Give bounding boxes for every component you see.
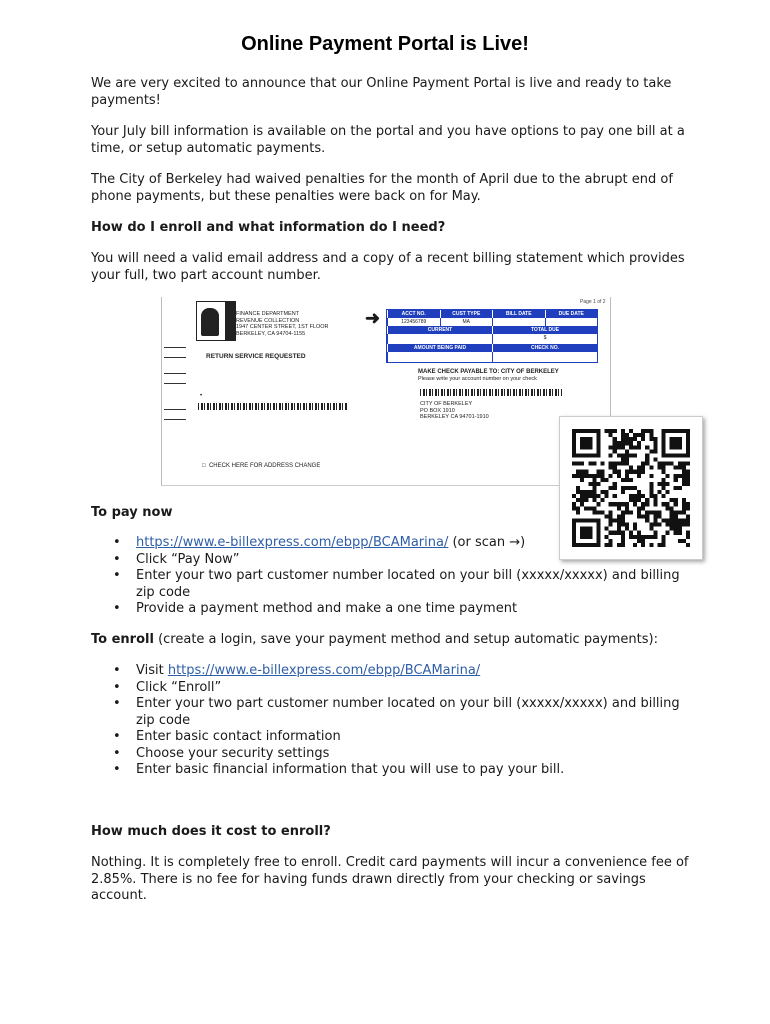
enroll-question-heading: How do I enroll and what information do I need? <box>91 220 446 235</box>
cost-answer: Nothing. It is completely free to enroll. Credit card payments will incur a convenience fee of 2.85%. There is no fee for having funds drawn directly from your checking or savings account. <box>91 855 689 903</box>
intro-paragraph-2: Your July bill information is available on the portal and you have options to pay one bill at a time, or setup automatic payments. <box>91 124 685 156</box>
pay-now-link[interactable]: https://www.e-billexpress.com/ebpp/BCAMarina/ <box>136 535 449 550</box>
bill-remit-address: CITY OF BERKELEY PO BOX 1910 BERKELEY CA 94701-1910 <box>420 401 489 420</box>
bill-page-number: Page 1 of 2 <box>580 299 606 305</box>
list-item: • Choose your security settings <box>91 746 691 763</box>
list-item: • Click “Enroll” <box>91 680 691 697</box>
list-item: • Click “Pay Now” <box>91 552 691 569</box>
bill-address-change-checkbox: □ CHECK HERE FOR ADDRESS CHANGE <box>202 463 321 469</box>
list-item: • Visit https://www.e-billexpress.com/ebpp/BCAMarina/ <box>91 663 691 680</box>
pay-now-list <box>91 535 691 618</box>
bill-barcode-right <box>420 389 562 396</box>
page-title: Online Payment Portal is Live! <box>241 33 529 55</box>
city-logo-icon <box>196 301 236 341</box>
bill-barcode-left <box>198 403 348 410</box>
intro-paragraph-1: We are very excited to announce that our Online Payment Portal is live and ready to take payments! <box>91 76 672 108</box>
bill-account-table: ACCT NO. CUST TYPE BILL DATE DUE DATE 123456789 MA CURRENT TOTAL DUE $ AMOUNT BEING PAID CHECK NO. <box>386 309 598 363</box>
list-item: • Enter basic contact information <box>91 729 691 746</box>
enroll-answer: You will need a valid email address and a copy of a recent billing statement which provides your full, two part account number. <box>91 251 685 283</box>
qr-code-graphic <box>572 429 690 547</box>
intro-paragraph-3: The City of Berkeley had waived penalties for the month of April due to the abrupt end of phone payments, but these penalties were back on for May. <box>91 172 673 204</box>
list-item: • Enter basic financial information that you will use to pay your bill. <box>91 762 691 779</box>
bill-make-check-payable: MAKE CHECK PAYABLE TO: CITY OF BERKELEY Please write your account number on your check <box>418 369 559 382</box>
enroll-link[interactable]: https://www.e-billexpress.com/ebpp/BCAMarina/ <box>167 663 481 678</box>
list-item: • Provide a payment method and make a one time payment <box>91 601 691 618</box>
list-item: • Enter your two part customer number located on your bill (xxxxx/xxxxx) and billing zip code <box>91 568 691 601</box>
sample-bill-image: Page 1 of 2 FINANCE DEPARTMENT REVENUE COLLECTION 1947 CENTER STREET, 1ST FLOOR BERKELEY, CA 94704-1155 RETURN SERVICE REQUESTED ➜ ACCT NO. CUST TYPE BILL DATE DUE DATE 123456789 MA CURRENT TOTAL DUE $ AMOUNT BEING PAID CHECK NO. MAKE CHECK PAYABLE TO: CITY OF BERKELEY Please write your account number on your check CITY OF BERKELEY PO BOX 1910 BERKELEY CA 94701-1910 • □ CHECK HERE FOR ADDRESS CHANGE <box>161 297 611 486</box>
list-item: • https://www.e-billexpress.com/ebpp/BCAMarina/ (or scan →) <box>91 535 691 552</box>
pay-now-heading: To pay now <box>91 505 173 520</box>
bill-dept-address: FINANCE DEPARTMENT REVENUE COLLECTION 1947 CENTER STREET, 1ST FLOOR BERKELEY, CA 94704-1155 <box>236 311 329 337</box>
enroll-list <box>91 663 691 779</box>
cost-question-heading: How much does it cost to enroll? <box>91 824 331 839</box>
bill-return-service: RETURN SERVICE REQUESTED <box>206 353 306 360</box>
enroll-heading: To enroll (create a login, save your payment method and setup automatic payments): <box>91 632 658 647</box>
right-arrow-icon: ➜ <box>365 308 381 328</box>
list-item: • Enter your two part customer number located on your bill (xxxxx/xxxxx) and billing zip code <box>91 696 691 729</box>
